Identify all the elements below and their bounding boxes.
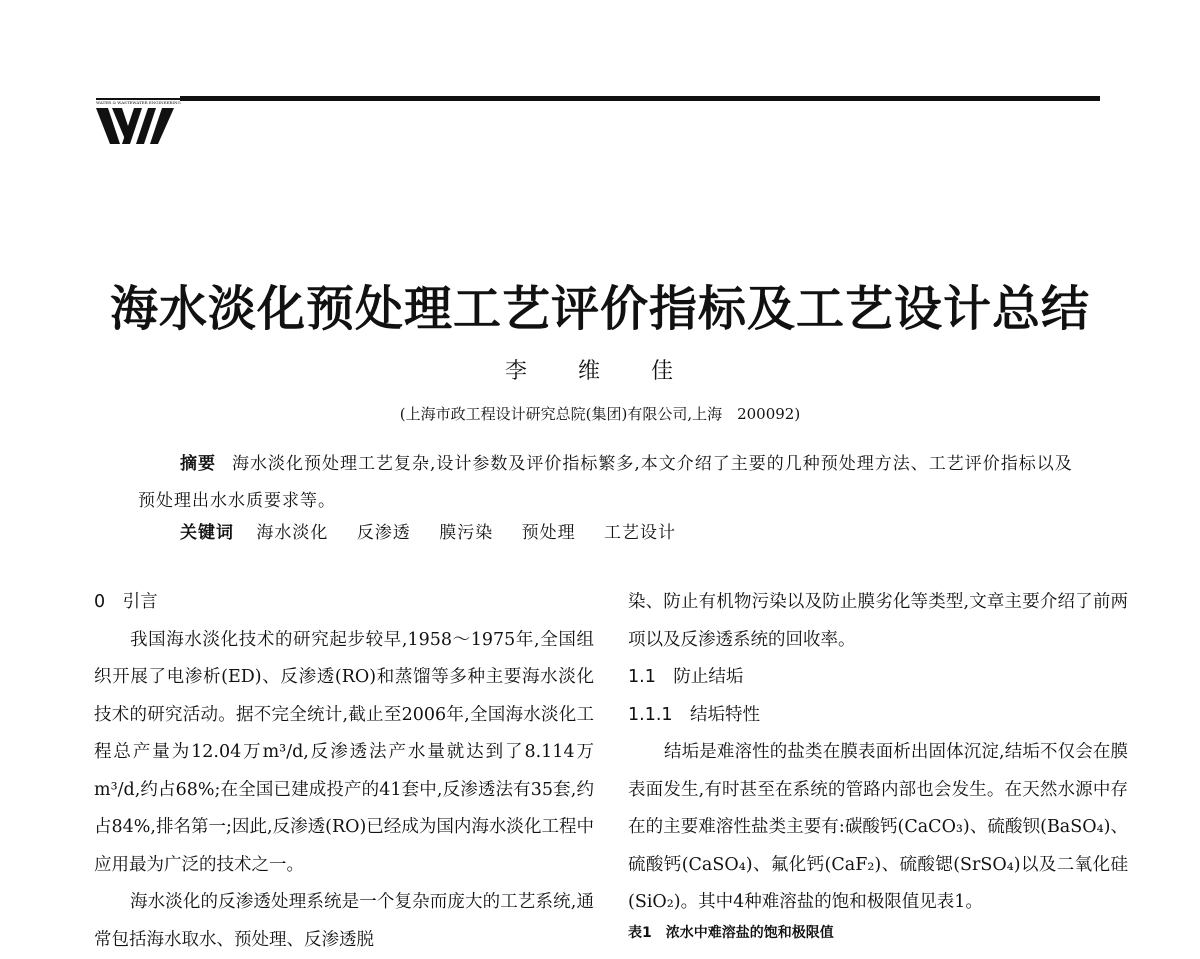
keyword: 海水淡化 bbox=[256, 523, 329, 543]
paper-affiliation: (上海市政工程设计研究总院(集团)有限公司,上海 200092) bbox=[399, 405, 801, 423]
keyword: 膜污染 bbox=[439, 523, 494, 543]
intro-paragraph-2: 海水淡化的反渗透处理系统是一个复杂而庞大的工艺系统,通常包括海水取水、预处理、反渗透脱 bbox=[94, 892, 594, 950]
logo-tagline: WATER & WASTEWATER ENGINEERING bbox=[96, 100, 181, 105]
paper-author: 李 维 佳 bbox=[505, 359, 695, 384]
section-heading-1-1: 1.1 防止结垢 bbox=[628, 667, 744, 687]
scaling-paragraph: 结垢是难溶性的盐类在膜表面析出固体沉淀,结垢不仅会在膜表面发生,有时甚至在系统的管路内部也会发生。在天然水源中存在的主要难溶性盐类主要有:碳酸钙(CaCO₃)、硫酸钡(BaSO₄)、硫酸钙(CaSO₄)、氟化钙(CaF₂)、硫酸锶(SrSO₄)以及二氧化硅(SiO₂)。其中4种难溶盐的饱和极限值见表1。 bbox=[628, 742, 1128, 912]
section-heading-1-1-1: 1.1.1 结垢特性 bbox=[628, 704, 761, 725]
keyword: 工艺设计 bbox=[604, 523, 677, 543]
keyword: 预处理 bbox=[521, 523, 576, 543]
section-heading-intro: 0 引言 bbox=[94, 592, 158, 612]
paragraph-continued: 染、防止有机物污染以及防止膜劣化等类型,文章主要介绍了前两项以及反渗透系统的回收率。 bbox=[628, 592, 1128, 650]
keywords-label: 关键词 bbox=[180, 523, 234, 543]
paper-title: 海水淡化预处理工艺评价指标及工艺设计总结 bbox=[109, 281, 1090, 337]
right-column bbox=[628, 584, 1128, 944]
abstract-label: 摘要 bbox=[180, 454, 216, 474]
journal-logo bbox=[96, 104, 180, 148]
table-caption: 表1 浓水中难溶盐的饱和极限值 bbox=[628, 924, 834, 941]
header-rule-thick bbox=[180, 96, 1100, 101]
abstract-text: 海水淡化预处理工艺复杂,设计参数及评价指标繁多,本文介绍了主要的几种预处理方法、工艺评价指标以及预处理出水水质要求等。 bbox=[138, 454, 1073, 511]
keywords bbox=[180, 518, 698, 543]
left-column bbox=[94, 584, 594, 959]
keyword: 反渗透 bbox=[356, 523, 411, 543]
abstract bbox=[138, 446, 1078, 520]
intro-paragraph-1: 我国海水淡化技术的研究起步较早,1958～1975年,全国组织开展了电渗析(ED)、反渗透(RO)和蒸馏等多种主要海水淡化技术的研究活动。据不完全统计,截止至2006年,全国海水淡化工程总产量为12.04万m³/d,反渗透法产水量就达到了8.114万m³/d,约占68%;在全国已建成投产的41套中,反渗透法有35套,约占84%,排名第一;因此,反渗透(RO)已经成为国内海水淡化工程中应用最为广泛的技术之一。 bbox=[94, 629, 594, 875]
